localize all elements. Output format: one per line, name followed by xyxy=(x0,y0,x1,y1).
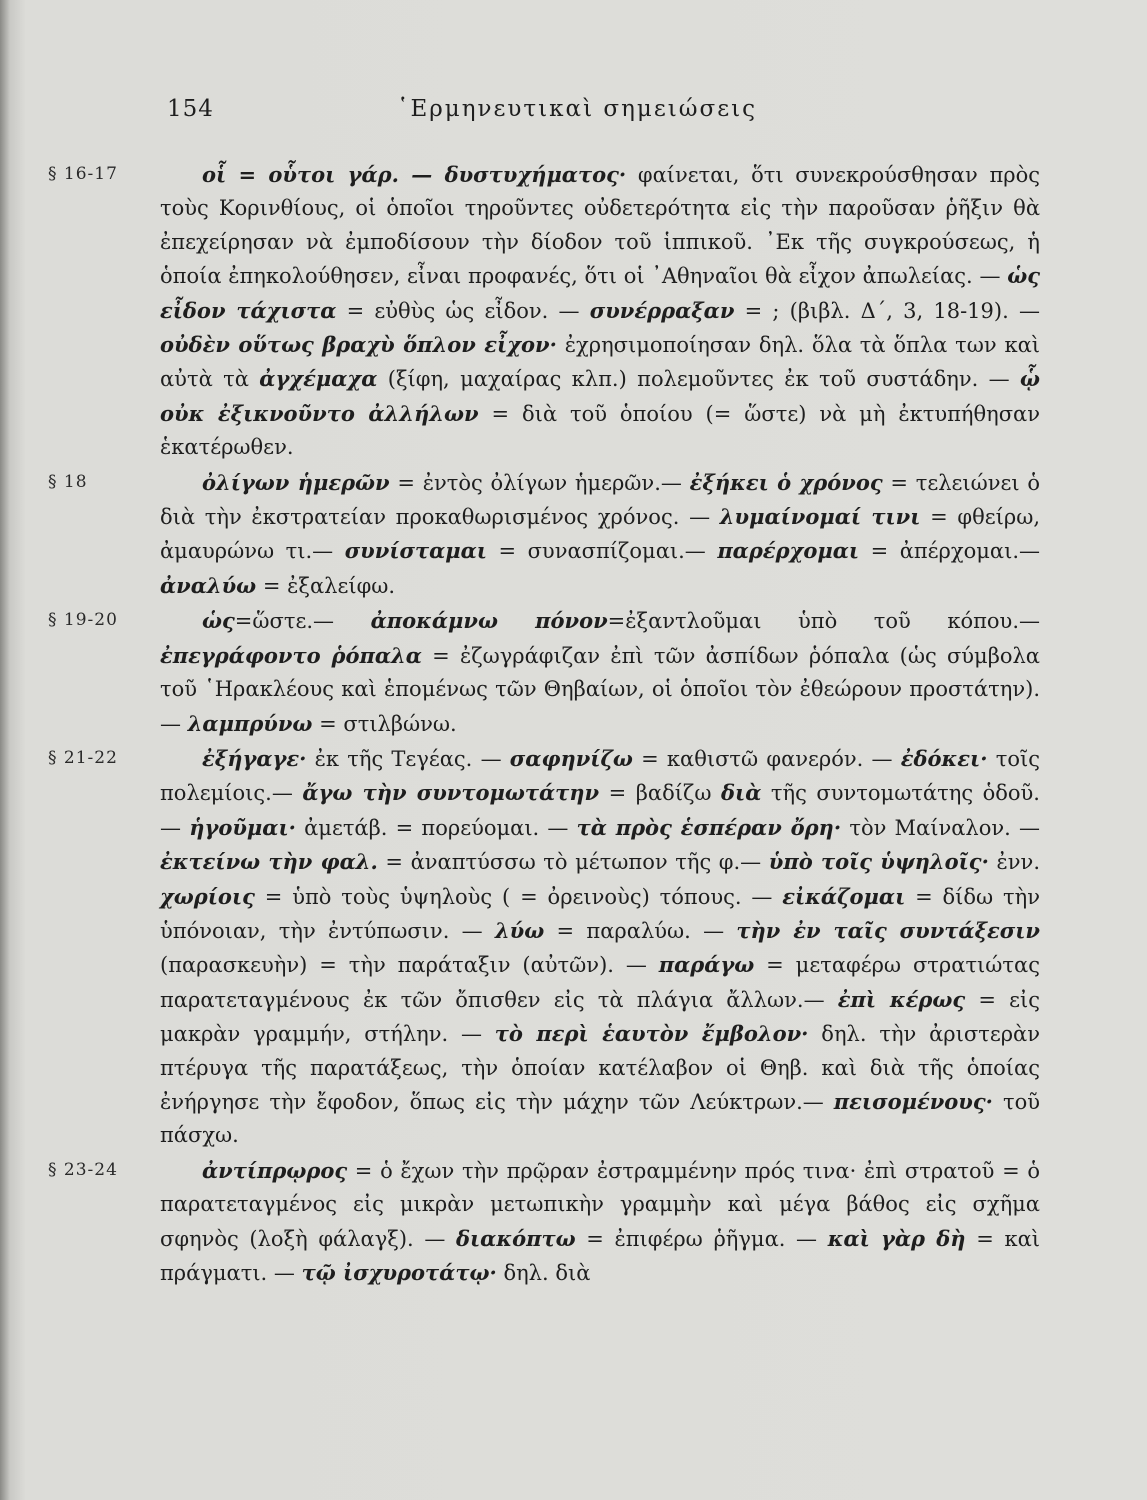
commentary-section xyxy=(48,604,1040,741)
lemma: ἄγω τὴν συντομωτάτην xyxy=(302,780,600,806)
lemma: εἰκάζομαι xyxy=(782,883,906,909)
section-label: § 18 xyxy=(48,471,88,492)
lemma: ἐπὶ κέρως xyxy=(837,986,966,1012)
page-number: 154 xyxy=(167,96,214,122)
page-header xyxy=(167,96,1047,136)
gloss-text: = ὑπὸ τοὺς ὑψηλοὺς ( = ὀρεινοὺς) τόπους. — xyxy=(254,884,783,909)
lemma: οἷ = οὗτοι γάρ. — δυστυχήματος· xyxy=(202,162,627,187)
gloss-text: δηλ. τὴν ἀριστερὰν πτέρυγα τῆς παρατάξεως, τὴν ὁποίαν κατέλαβον οἱ Θηβ. καὶ διὰ τῆς ὁποίας ἐνήργησε τὴν ἔφοδον, ὅπως εἰς τὴν μάχην τῶν Λεύκτρων.— xyxy=(160,1022,1041,1114)
lemma: λύω xyxy=(494,917,545,943)
gloss-text: ἀμετάβ. = πορεύομαι. — xyxy=(295,815,577,840)
lemma: τὴν ἐν ταῖς συντάξεσιν xyxy=(736,917,1040,943)
commentary-paragraph xyxy=(160,742,1040,1153)
gloss-text: = ἀναπτύσσω τὸ μέτωπον τῆς φ.— xyxy=(377,850,769,875)
gloss-text: = τελειώνει ὁ διὰ τὴν ἐκστρατείαν προκαθωρισμένος χρόνος. — xyxy=(160,470,1040,530)
lemma: λαμπρύνω xyxy=(187,710,313,736)
lemma: ἐκτείνω τὴν φαλ. xyxy=(160,849,378,875)
gloss-text: = διὰ τοῦ ὁποίου (= ὥστε) νὰ μὴ ἐκτυπήθησαν ἑκατέρωθεν. xyxy=(160,401,1040,460)
section-label: § 21-22 xyxy=(48,747,118,768)
lemma: ᾧ οὐκ ἐξικνοῦντο ἀλλήλων xyxy=(160,366,1040,426)
commentary-paragraph xyxy=(160,1154,1040,1291)
gloss-text: τῆς συντομωτάτης ὁδοῦ. — xyxy=(160,781,1040,840)
lemma: ὡς xyxy=(202,608,235,634)
commentary-body xyxy=(48,158,1041,1291)
gloss-text: = ἀπέρχομαι.— xyxy=(859,539,1041,564)
lemma: παρέρχομαι xyxy=(717,538,860,564)
gloss-text: = φθείρω, ἀμαυρώνω τι.— xyxy=(160,505,1040,564)
lemma: τὸ περὶ ἑαυτὸν ἔμβολον· xyxy=(494,1021,809,1047)
gloss-text: = εὐθὺς ὡς εἶδον. — xyxy=(336,298,590,323)
lemma: διὰ xyxy=(721,780,762,806)
commentary-paragraph xyxy=(160,158,1040,465)
gloss-text: = παραλύω. — xyxy=(544,918,737,943)
gloss-text: = συνασπίζομαι.— xyxy=(486,539,718,564)
lemma: χωρίοις xyxy=(160,883,255,909)
lemma: ἐδόκει· xyxy=(900,745,988,771)
gloss-text: =ἐξαντλοῦμαι ὑπὸ τοῦ κόπου.— xyxy=(607,609,1040,634)
section-label: § 23-24 xyxy=(48,1159,118,1180)
lemma: οὐδὲν οὕτως βραχὺ ὅπλον εἶχον· xyxy=(160,332,557,358)
gloss-text: = εἰς μακρὰν γραμμήν, στήλην. — xyxy=(160,987,1040,1047)
lemma: ἐξήκει ὁ χρόνος xyxy=(689,469,883,495)
gloss-text: = ἐξαλείφω. xyxy=(256,573,396,598)
gloss-text: = βαδίζω xyxy=(599,781,722,806)
lemma: ἀναλύω xyxy=(160,572,257,598)
lemma: ὡς εἶδον τάχιστα xyxy=(160,263,1040,323)
lemma: ἀποκάμνω πόνον xyxy=(370,608,608,634)
lemma: τῷ ἰσχυροτάτῳ· xyxy=(301,1260,497,1285)
lemma: ἀγχέμαχα xyxy=(259,366,378,392)
commentary-paragraph xyxy=(160,604,1040,741)
lemma: τὰ πρὸς ἑσπέραν ὄρη· xyxy=(576,814,842,840)
lemma: συνέρραξαν xyxy=(589,297,735,323)
lemma: συνίσταμαι xyxy=(344,538,487,564)
gloss-text: = ; (βιβλ. Δ΄, 3, 18-19). — xyxy=(734,298,1040,323)
running-title: ῾Ερμηνευτικαὶ σημειώσεις xyxy=(397,96,758,122)
section-label: § 16-17 xyxy=(48,164,118,184)
lemma: λυμαίνομαί τινι xyxy=(719,504,921,530)
gloss-text: = καὶ πράγματι. — xyxy=(160,1226,1040,1285)
commentary-paragraph xyxy=(160,466,1040,604)
commentary-section xyxy=(48,466,1041,604)
gloss-text: = ἐπιφέρω ῥῆγμα. — xyxy=(575,1226,828,1251)
lemma: ἡγοῦμαι· xyxy=(189,814,296,840)
commentary-section xyxy=(48,742,1041,1153)
lemma: ἐξήγαγε· xyxy=(202,745,307,771)
gloss-text: =ὥστε.— xyxy=(234,609,371,634)
gloss-text: = ἐντὸς ὀλίγων ἡμερῶν.— xyxy=(389,470,690,495)
gloss-text: = στιλβώνω. xyxy=(312,711,457,736)
lemma: ὀλίγων ἡμερῶν xyxy=(202,469,390,495)
lemma: σαφηνίζω xyxy=(509,745,633,771)
gloss-text: (ξίφη, μαχαίρας κλπ.) πολεμοῦντες ἐκ τοῦ συστάδην. — xyxy=(377,367,1020,392)
lemma: πεισομένους· xyxy=(833,1088,993,1114)
gloss-text: = ἐζωγράφιζαν ἐπὶ τῶν ἀσπίδων ῥόπαλα (ὡς σύμβολα τοῦ ῾Ηρακλέους καὶ ἑπομένως τῶν Θηβαίων, οἱ ὁποῖοι τὸν ἐθεώρουν προστάτην).— xyxy=(160,643,1040,736)
lemma: καὶ γὰρ δὴ xyxy=(827,1225,966,1251)
gloss-text: ἐκ τῆς Τεγέας. — xyxy=(306,746,510,771)
lemma: ἀντίπρῳρος xyxy=(202,1157,348,1183)
commentary-section xyxy=(48,158,1040,465)
commentary-section xyxy=(48,1154,1040,1291)
gloss-text: = δίδω τὴν ὑπόνοιαν, τὴν ἐντύπωσιν. — xyxy=(160,884,1041,943)
gloss-text: = καθιστῶ φανερόν. — xyxy=(632,746,901,771)
lemma: ἐπεγράφοντο ῥόπαλα xyxy=(160,642,422,668)
gloss-text: τοῖς πολεμίοις.— xyxy=(160,746,1040,806)
gloss-text: (παρασκευὴν) = τὴν παράταξιν (αὐτῶν). — xyxy=(160,953,659,978)
gloss-text: δηλ. διὰ xyxy=(496,1261,591,1285)
lemma: ὑπὸ τοῖς ὑψηλοῖς· xyxy=(768,849,989,875)
lemma: παράγω xyxy=(658,952,755,978)
gloss-text: = ὁ ἔχων τὴν πρῷραν ἐστραμμένην πρός τινα· ἐπὶ στρατοῦ = ὁ παρατεταγμένος εἰς μικρὰν μετωπικὴν γραμμὴν καὶ μέγα βάθος εἰς σχῆμα σφηνὸς (λοξὴ φάλαγξ). — xyxy=(160,1158,1040,1251)
gloss-text: ἐχρησιμοποίησαν δηλ. ὅλα τὰ ὅπλα των καὶ αὐτὰ τὰ xyxy=(160,333,1040,392)
gloss-text: = μεταφέρω στρατιώτας παρατεταγμένους ἐκ τῶν ὄπισθεν εἰς τὰ πλάγια ἄλλων.— xyxy=(160,953,1040,1012)
lemma: διακόπτω xyxy=(456,1225,576,1251)
gloss-text: φαίνεται, ὅτι συνεκρούσθησαν πρὸς τοὺς Κορινθίους, οἱ ὁποῖοι τηροῦντες οὐδετερότητα εἰς τὴν παροῦσαν ῥῆξιν θὰ ἐπεχείρησαν νὰ ἐμποδίσουν τὴν δίοδον τοῦ ἱππικοῦ. ᾿Εκ τῆς συγκρούσεως, ἡ ὁποία ἐπηκολούθησεν, εἶναι προφανές, ὅτι οἱ ᾿Αθηναῖοι θὰ εἶχον ἀπωλείας. — xyxy=(160,163,1040,289)
gloss-text: τοῦ πάσχω. xyxy=(160,1089,1040,1148)
section-label: § 19-20 xyxy=(48,610,118,631)
gloss-text: ἐνν. xyxy=(988,850,1041,875)
gloss-text: τὸν Μαίναλον. — xyxy=(841,815,1040,840)
